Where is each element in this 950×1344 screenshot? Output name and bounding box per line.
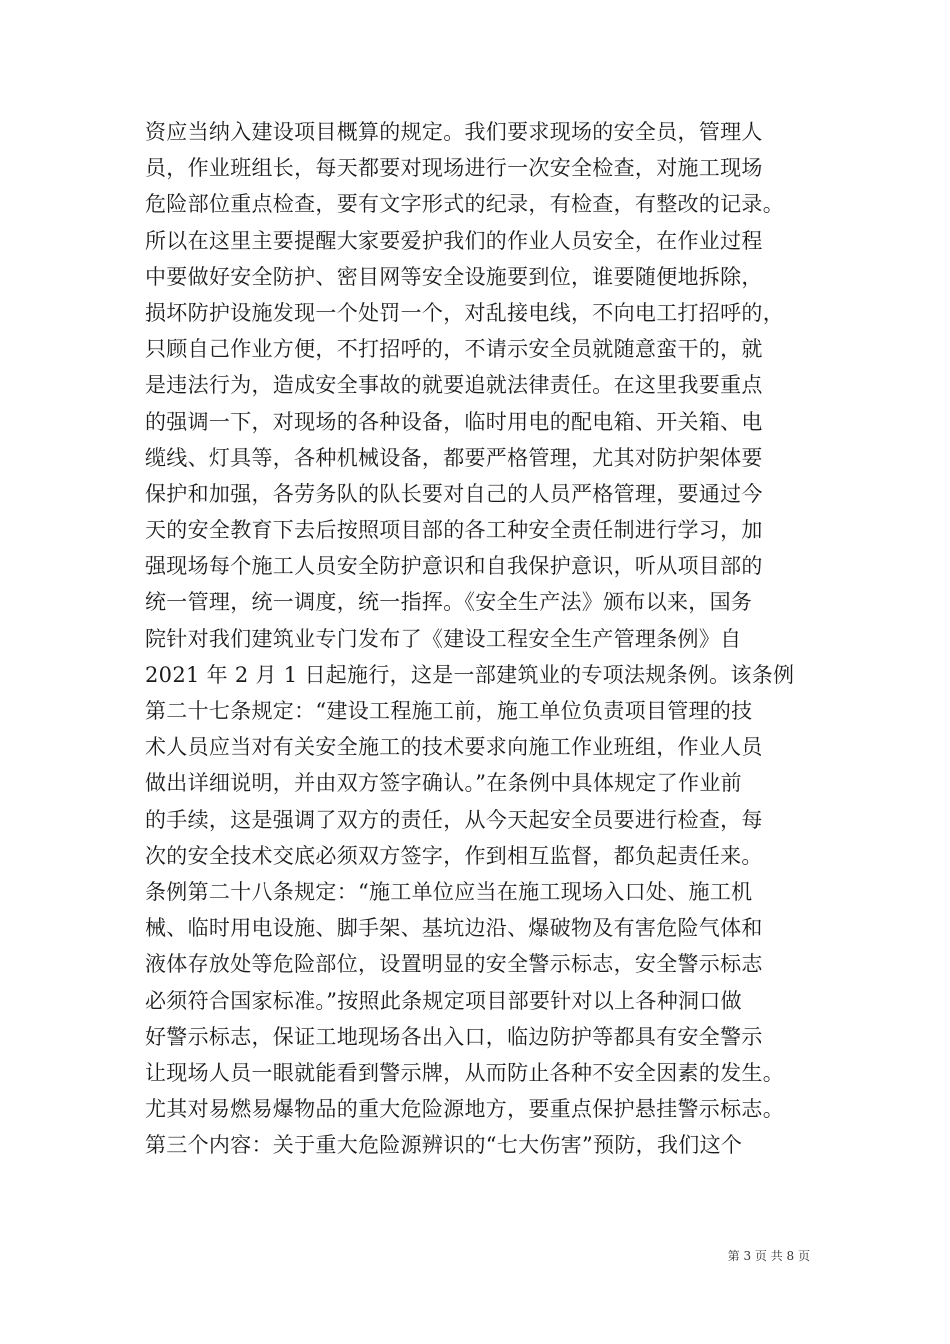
text-line: 次的安全技术交底必须双方签字，作到相互监督，都负起责任来。 bbox=[145, 843, 763, 868]
text-line: 危险部位重点检查，要有文字形式的纪录，有检查，有整改的记录。 bbox=[145, 192, 784, 217]
text-line: 液体存放处等危险部位，设置明显的安全警示标志，安全警示标志 bbox=[145, 952, 763, 977]
text-line: 的强调一下，对现场的各种设备，临时用电的配电箱、开关箱、电 bbox=[145, 409, 763, 434]
text-line: 强现场每个施工人员安全防护意识和自我保护意识，听从项目部的 bbox=[145, 554, 763, 579]
text-line: 缆线、灯具等，各种机械设备，都要严格管理，尤其对防护架体要 bbox=[145, 445, 763, 470]
text-line: 所以在这里主要提醒大家要爱护我们的作业人员安全，在作业过程 bbox=[145, 228, 763, 253]
page-number-footer: 第 3 页 共 8 页 bbox=[727, 1249, 810, 1263]
text-line: 损坏防护设施发现一个处罚一个，对乱接电线，不向电工打招呼的， bbox=[145, 300, 784, 325]
text-line: 天的安全教育下去后按照项目部的各工种安全责任制进行学习，加 bbox=[145, 518, 763, 543]
text-line: 的手续，这是强调了双方的责任，从今天起安全员要进行检查，每 bbox=[145, 807, 763, 832]
text-line: 好警示标志，保证工地现场各出入口，临边防护等都具有安全警示 bbox=[145, 1024, 763, 1049]
text-line: 是违法行为，造成安全事故的就要追就法律责任。在这里我要重点 bbox=[145, 373, 763, 398]
text-line: 2021 年 2 月 1 日起施行，这是一部建筑业的专项法规条例。该条例 bbox=[145, 662, 795, 687]
text-line: 统一管理，统一调度，统一指挥。《安全生产法》颁布以来，国务 bbox=[145, 590, 753, 615]
text-line: 第三个内容：关于重大危险源辨识的“七大伤害”预防，我们这个 bbox=[145, 1133, 743, 1158]
text-line: 条例第二十八条规定：“施工单位应当在施工现场入口处、施工机 bbox=[145, 879, 753, 904]
text-line: 做出详细说明，并由双方签字确认。”在条例中具体规定了作业前 bbox=[145, 771, 742, 796]
text-line: 只顾自己作业方便，不打招呼的，不请示安全员就随意蛮干的，就 bbox=[145, 337, 763, 362]
text-line: 必须符合国家标准。”按照此条规定项目部要针对以上各种洞口做 bbox=[145, 988, 742, 1013]
text-line: 械、临时用电设施、脚手架、基坑边沿、爆破物及有害危险气体和 bbox=[145, 916, 763, 941]
text-line: 第二十七条规定：“建设工程施工前，施工单位负责项目管理的技 bbox=[145, 699, 753, 723]
text-line: 员，作业班组长，每天都要对现场进行一次安全检查，对施工现场 bbox=[145, 156, 763, 181]
text-line: 让现场人员一眼就能看到警示牌，从而防止各种不安全因素的发生。 bbox=[145, 1060, 784, 1085]
text-line: 院针对我们建筑业专门发布了《建设工程安全生产管理条例》自 bbox=[145, 626, 742, 651]
text-line: 保护和加强，各劳务队的队长要对自己的人员严格管理，要通过今 bbox=[145, 481, 763, 506]
text-line: 中要做好安全防护、密目网等安全设施要到位，谁要随便地拆除， bbox=[145, 264, 763, 289]
text-line: 资应当纳入建设项目概算的规定。我们要求现场的安全员，管理人 bbox=[145, 120, 763, 144]
text-line: 尤其对易燃易爆物品的重大危险源地方，要重点保护悬挂警示标志。 bbox=[145, 1097, 784, 1122]
text-line: 术人员应当对有关安全施工的技术要求向施工作业班组，作业人员 bbox=[145, 735, 763, 760]
body-text bbox=[145, 114, 815, 1163]
